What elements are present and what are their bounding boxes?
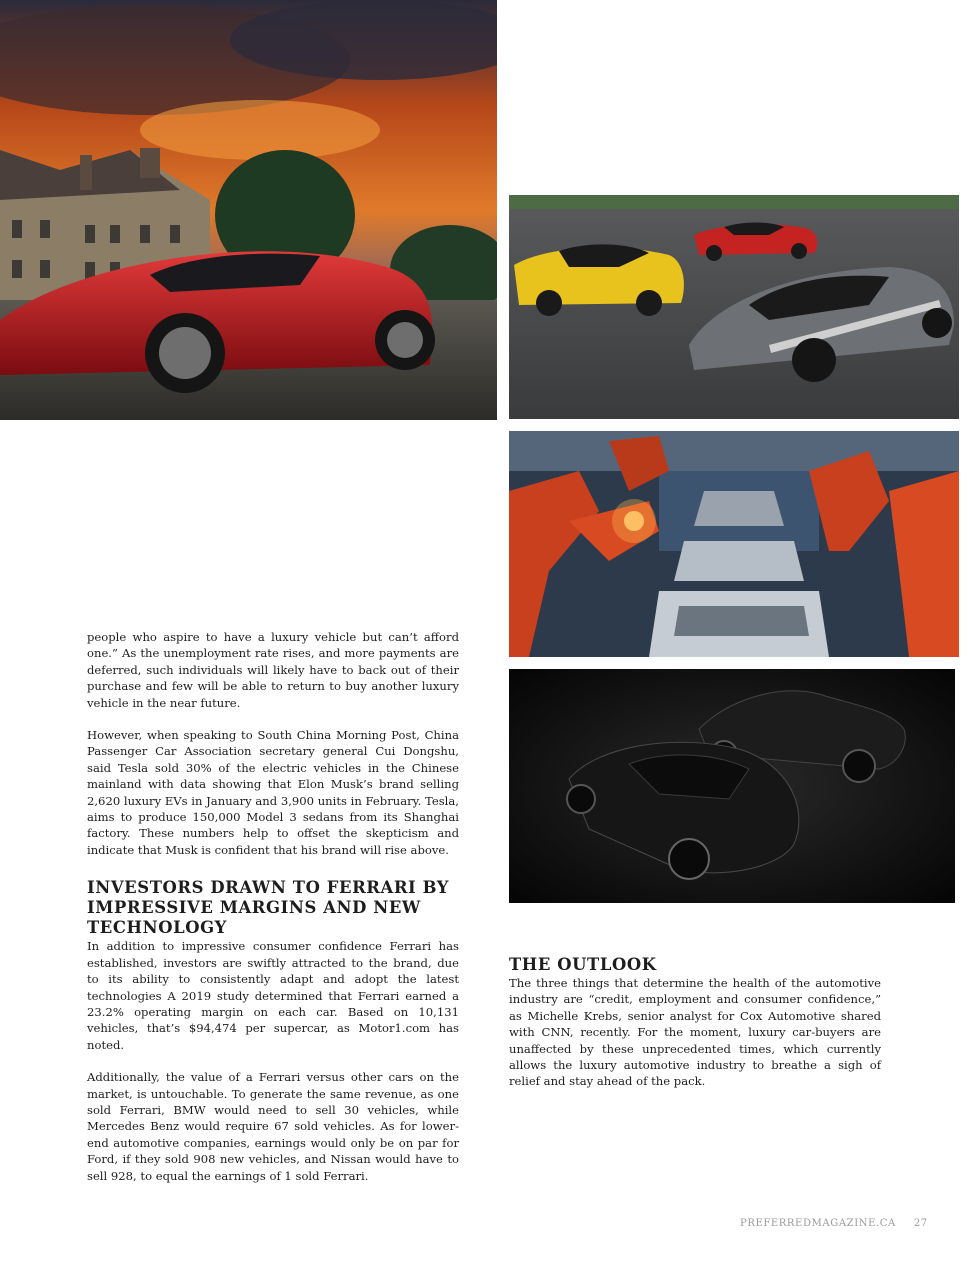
photo-assembly-line [509, 431, 959, 657]
ferrari-investors-heading: INVESTORS DRAWN TO FERRARI BY IMPRESSIVE MARGINS AND NEW TECHNOLOGY [87, 878, 450, 938]
photo-three-ferraris [509, 195, 959, 419]
footer-site: PREFERREDMAGAZINE.CA [740, 1218, 896, 1229]
right-column [509, 955, 881, 1106]
photo-red-ferrari-chateau [0, 0, 497, 420]
left-column [87, 629, 459, 1200]
left-paragraph-1: people who aspire to have a luxury vehicle but can’t afford one.” As the unemployment rate rises, and more payments are deferred, such individuals will likely have to back out of their purchase and few will be able to return to buy another luxury vehicle in the near future. [87, 630, 459, 710]
page-number: 27 [913, 1218, 928, 1229]
photo-black-bugattis [509, 669, 955, 903]
outlook-heading: THE OUTLOOK [509, 955, 657, 974]
left-paragraph-2: However, when speaking to South China Morning Post, China Passenger Car Association secretary general Cui Dongshu, said Tesla sold 30% of the electric vehicles in the Chinese mainland with data showing that Elon Musk’s brand selling 2,620 luxury EVs in January and 3,900 units in February. Tesla, aims to produce 150,000 Model 3 sedans from its Shanghai factory. These numbers help to offset the skepticism and indicate that Musk is confident that his brand will rise above. [87, 728, 459, 857]
left-paragraph-4: Additionally, the value of a Ferrari versus other cars on the market, is untouchable. To generate the same revenue, as one sold Ferrari, BMW would need to sell 30 vehicles, while Mercedes Benz would require 67 sold vehicles. As for lower-end automotive companies, earnings would only be on par for Ford, if they sold 908 new vehicles, and Nissan would have to sell 928, to equal the earnings of 1 sold Ferrari. [87, 1070, 459, 1183]
page-footer [740, 1218, 930, 1229]
left-paragraph-3: In addition to impressive consumer confidence Ferrari has established, investors are swiftly attracted to the brand, due to its ability to consistently adapt and adopt the latest technologies A 2019 study determined that Ferrari earned a 23.2% operating margin on each car. Based on 10,131 vehicles, that’s $94,474 per supercar, as Motor1.com has noted. [87, 939, 459, 1052]
outlook-paragraph: The three things that determine the health of the automotive industry are “credit, employment and consumer confidence,” as Michelle Krebs, senior analyst for Cox Automotive shared with CNN, recently. For the moment, luxury car-buyers are unaffected by these unprecedented times, which currently allows the luxury automotive industry to breathe a sigh of relief and stay ahead of the pack. [509, 976, 881, 1089]
